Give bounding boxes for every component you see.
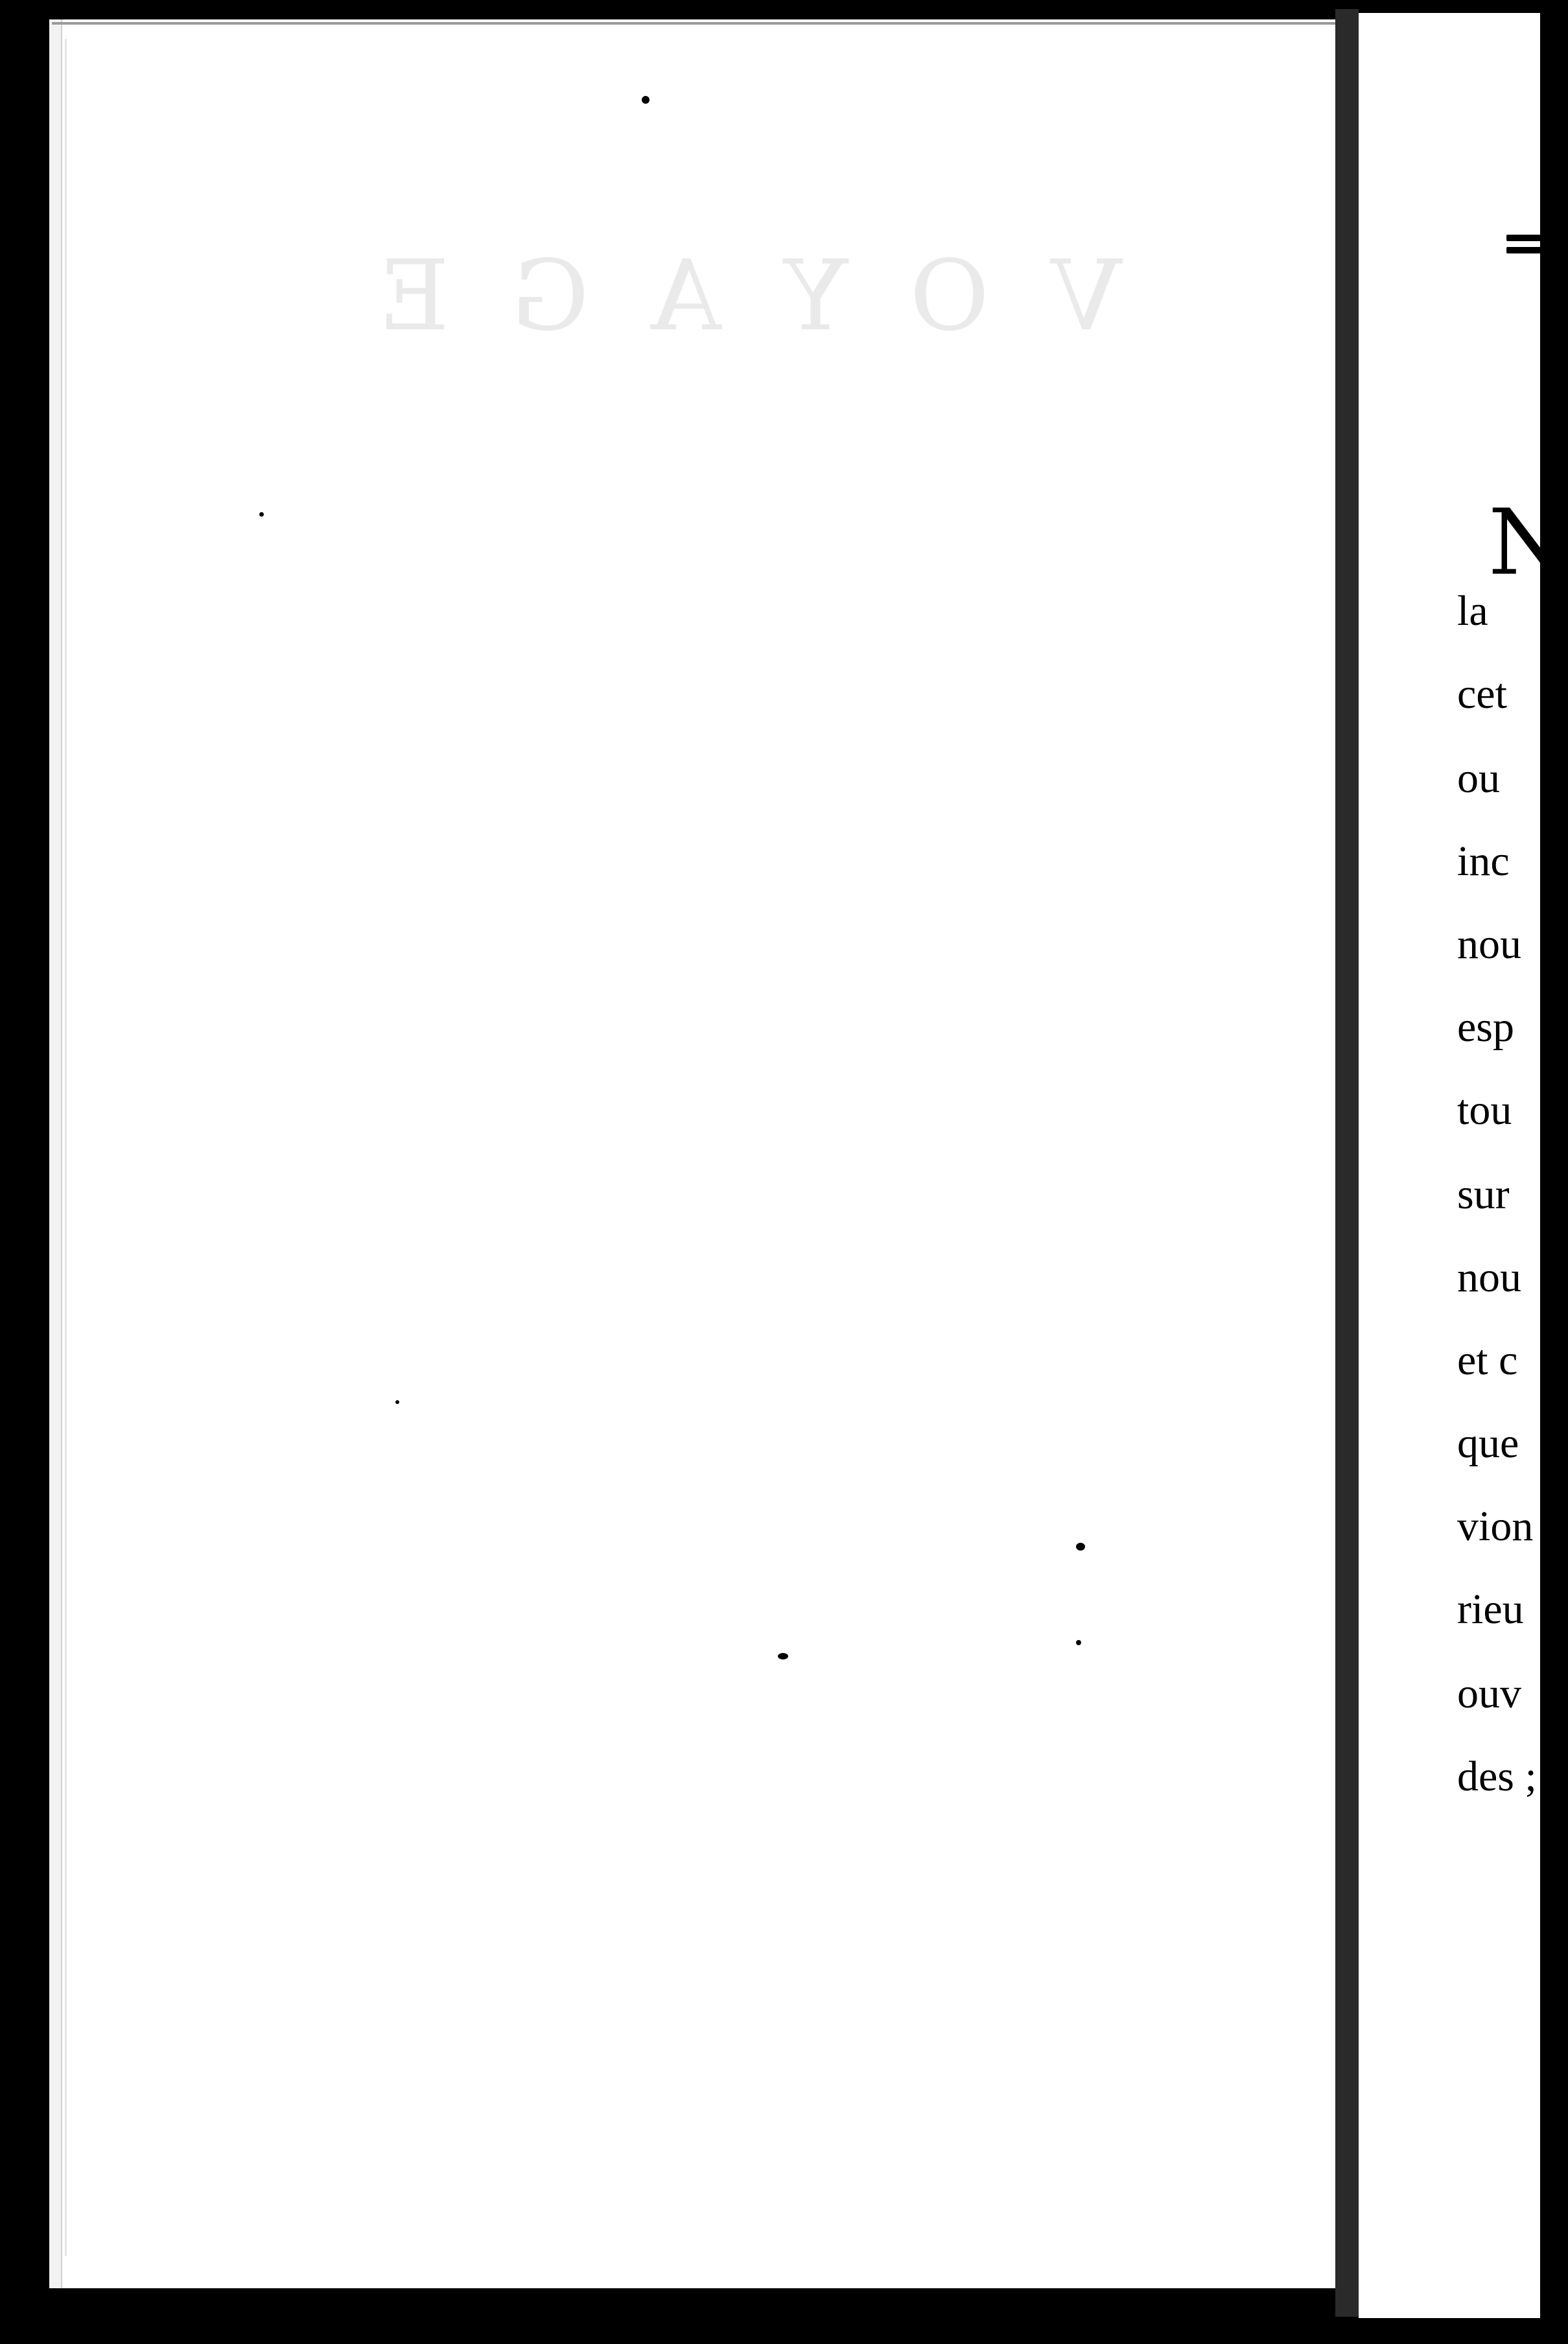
text-line: et c — [1457, 1337, 1518, 1384]
ink-speck — [259, 512, 264, 517]
text-line: vion — [1457, 1503, 1534, 1550]
text-line: nou — [1457, 1254, 1521, 1301]
ink-speck — [1076, 1543, 1085, 1551]
left-page — [49, 19, 1336, 2288]
text-line: nou — [1457, 920, 1521, 968]
left-page-edge — [49, 19, 62, 2288]
right-page — [1359, 13, 1568, 2318]
ink-speck — [642, 96, 649, 104]
text-line: la — [1457, 587, 1488, 635]
bleed-through-title: V O Y A G E — [363, 240, 1122, 353]
text-line: esp — [1457, 1003, 1514, 1051]
ink-speck — [778, 1653, 788, 1659]
ink-speck — [395, 1400, 399, 1404]
text-line: rieu — [1457, 1586, 1524, 1633]
text-line: sur — [1457, 1171, 1510, 1218]
top-edge-line — [52, 22, 1335, 25]
text-line: ou — [1457, 755, 1500, 802]
header-ornament — [1506, 235, 1545, 266]
book-gutter — [1335, 9, 1359, 2317]
drop-cap: N — [1488, 490, 1568, 596]
text-line: inc — [1457, 838, 1510, 885]
ink-speck — [1076, 1640, 1081, 1645]
text-line: cet — [1457, 670, 1507, 718]
text-line: ouv — [1457, 1670, 1521, 1717]
page-edge-line — [65, 39, 67, 2256]
text-line: que — [1457, 1420, 1519, 1467]
text-line: des ; — [1457, 1753, 1537, 1800]
text-line: tou — [1457, 1086, 1512, 1134]
